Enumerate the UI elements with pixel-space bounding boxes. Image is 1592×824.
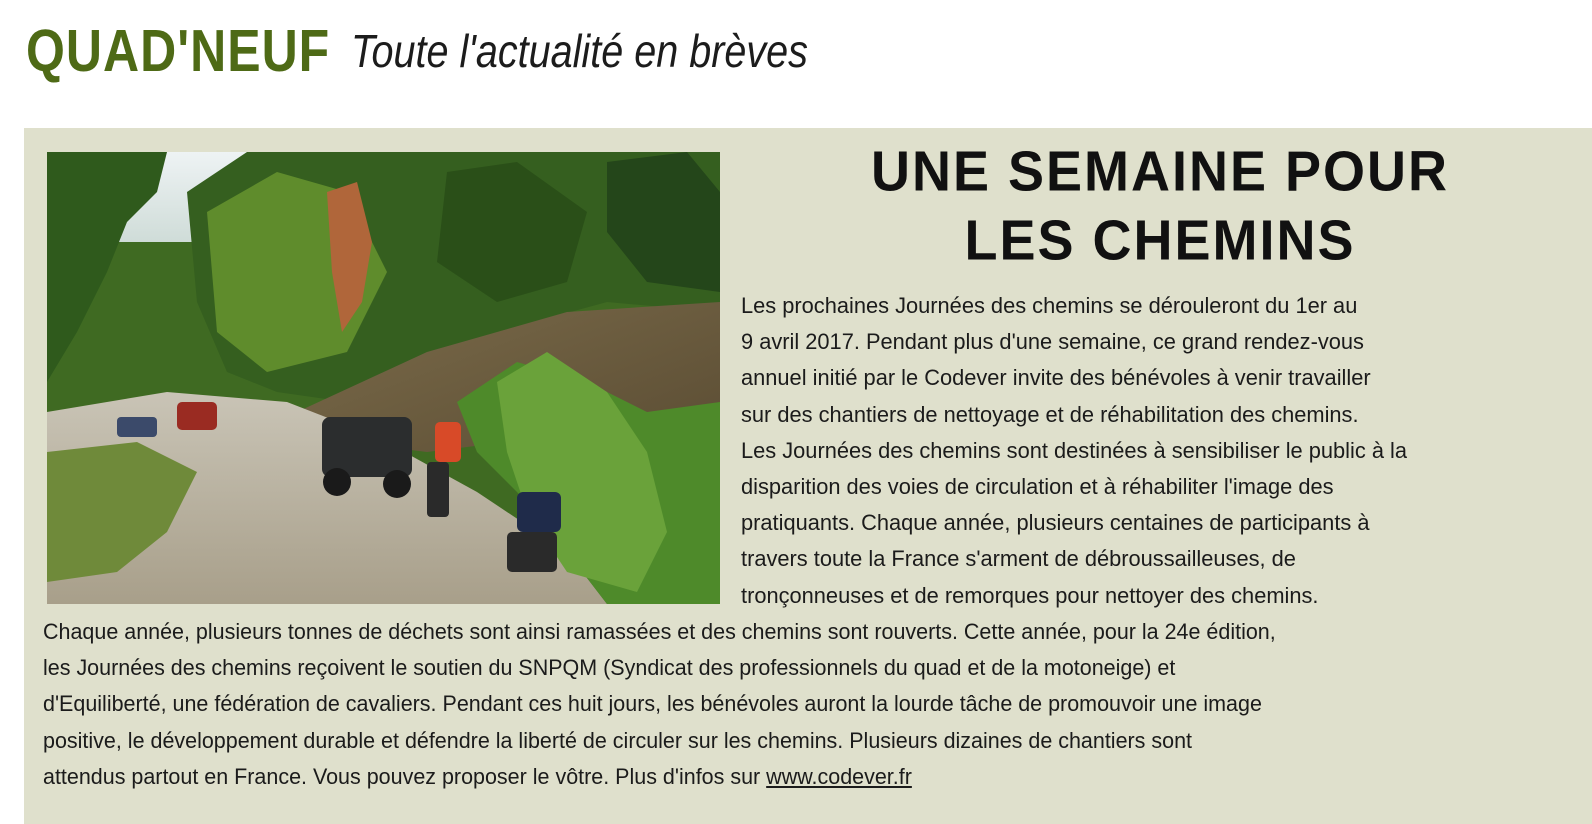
- paragraph-line: Les Journées des chemins sont destinées à sensibiliser le public à la: [741, 437, 1408, 463]
- article-headline: [780, 137, 1540, 276]
- brand-logo: QUAD'NEUF: [26, 17, 331, 85]
- paragraph-text: attendus partout en France. Vous pouvez proposer le vôtre. Plus d'infos sur: [43, 763, 761, 789]
- paragraph-line: tronçonneuses et de remorques pour nettoyer des chemins.: [741, 582, 1319, 608]
- article-photo: [47, 152, 720, 604]
- paragraph-line: disparition des voies de circulation et à réhabiliter l'image des: [741, 474, 1334, 500]
- forest-trail-photo: [47, 152, 720, 604]
- paragraph-line: annuel initié par le Codever invite des bénévoles à venir travailler: [741, 365, 1371, 391]
- paragraph-line: travers toute la France s'arment de débroussailleuses, de: [741, 546, 1296, 572]
- paragraph-line: Chaque année, plusieurs tonnes de déchets sont ainsi ramassées et des chemins sont rouverts. Cette année, pour la 24e édition,: [43, 619, 1276, 644]
- paragraph-line-last: [43, 759, 1276, 795]
- article-intro-column: [741, 288, 1428, 614]
- paragraph-line: sur des chantiers de nettoyage et de réhabilitation des chemins.: [741, 401, 1359, 427]
- headline-line: UNE SEMAINE POUR: [870, 139, 1450, 203]
- paragraph-line: 9 avril 2017. Pendant plus d'une semaine, ce grand rendez-vous: [741, 329, 1364, 355]
- paragraph-line: positive, le développement durable et défendre la liberté de circuler sur les chemins. Plusieurs dizaines de chantiers sont: [43, 727, 1193, 753]
- paragraph-line: Les prochaines Journées des chemins se dérouleront du 1er au: [741, 293, 1358, 318]
- paragraph-line: pratiquants. Chaque année, plusieurs centaines de participants à: [741, 510, 1370, 536]
- section-tagline: Toute l'actualité en brèves: [350, 25, 808, 77]
- website-link[interactable]: www.codever.fr: [766, 763, 912, 789]
- headline-line: LES CHEMINS: [964, 209, 1356, 273]
- article-body-full-width: [43, 614, 1334, 795]
- paragraph-line: les Journées des chemins reçoivent le soutien du SNPQM (Syndicat des professionnels du quad et de la motoneige) et: [43, 655, 1176, 681]
- magazine-header: [26, 17, 882, 92]
- paragraph-line: d'Equiliberté, une fédération de cavaliers. Pendant ces huit jours, les bénévoles auront la lourde tâche de promouvoir une image: [43, 691, 1262, 717]
